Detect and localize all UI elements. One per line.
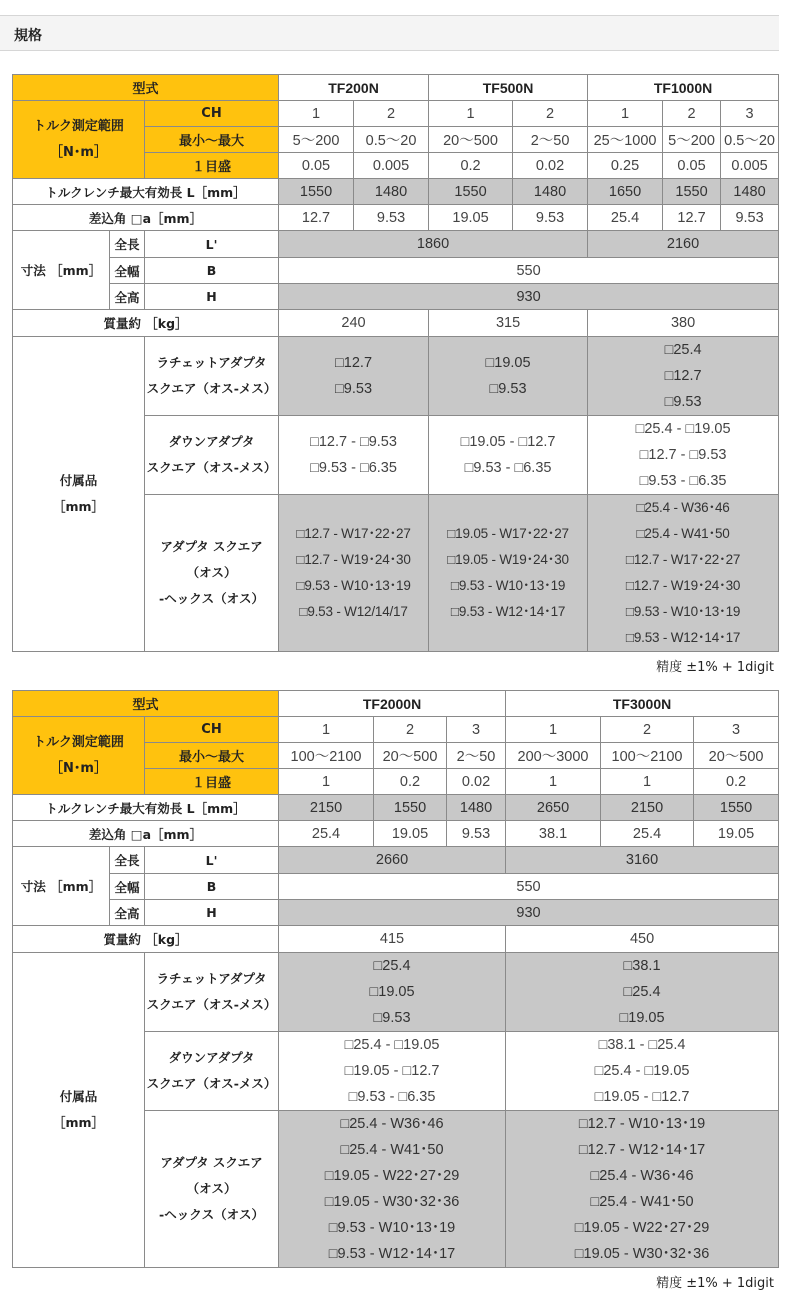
adapter-item: □12.7 - W19･24･30 [296, 552, 411, 567]
wrench-length-cell: 1550 [694, 795, 779, 821]
down-label-1: ダウンアダプタ [168, 434, 255, 449]
ratchet-item: □9.53 [335, 381, 373, 397]
range-cell: 5～200 [663, 127, 721, 153]
ratchet-label-1: ラチェットアダプタ [156, 971, 267, 986]
adapter-item: □9.53 - W12･14･17 [328, 1246, 456, 1262]
torque-range-label [13, 717, 145, 795]
down-item: □9.53 - □6.35 [464, 460, 552, 476]
torque-range-text: トルク測定範囲 [33, 118, 124, 134]
ch-cell: 2 [601, 717, 694, 743]
graduation-cell: 0.02 [447, 769, 506, 795]
adapter-item: □12.7 - W17･22･27 [296, 526, 411, 541]
graduation-cell: 0.005 [721, 153, 779, 179]
length-cell: 2160 [588, 231, 779, 258]
model-name: TF3000N [506, 691, 779, 717]
range-cell: 0.5～20 [354, 127, 429, 153]
ratchet-list [506, 953, 779, 1032]
total-width-label: 全幅 [110, 258, 145, 284]
wrench-length-cell: 2150 [601, 795, 694, 821]
accessories-text: 付属品 [59, 1089, 98, 1104]
min-max-label: 最小～最大 [145, 127, 279, 153]
accessories-unit: ［mm］ [52, 499, 105, 514]
down-item: □19.05 - □12.7 [460, 434, 556, 450]
accessories-unit: ［mm］ [52, 1115, 105, 1130]
model-label: 型式 [13, 691, 279, 717]
total-length-label: 全長 [110, 231, 145, 258]
insert-cell: 9.53 [354, 205, 429, 231]
graduation-cell: 0.005 [354, 153, 429, 179]
section-title: 規格 [14, 28, 42, 44]
length-symbol: L' [145, 847, 279, 874]
insert-angle-label: 差込角 □a［mm］ [13, 821, 279, 847]
wrench-length-cell: 1480 [513, 179, 588, 205]
ratchet-item: □25.4 [373, 958, 411, 974]
adapter-item: □19.05 - W17･22･27 [447, 526, 569, 541]
ratchet-item: □38.1 [623, 958, 661, 974]
down-list [506, 1032, 779, 1111]
range-cell: 25～1000 [588, 127, 663, 153]
range-cell: 100～2100 [601, 743, 694, 769]
ch-cell: 1 [506, 717, 601, 743]
torque-range-unit: ［N･m］ [50, 144, 107, 160]
accessories-text: 付属品 [59, 473, 98, 488]
range-cell: 2～50 [513, 127, 588, 153]
down-item: □12.7 - □9.53 [639, 447, 727, 463]
range-cell: 0.5～20 [721, 127, 779, 153]
hex-adapter-label [145, 1111, 279, 1268]
adapter-list [588, 495, 779, 652]
wrench-length-cell: 1550 [279, 179, 354, 205]
range-cell: 2～50 [447, 743, 506, 769]
down-item: □19.05 - □12.7 [594, 1089, 690, 1105]
down-item: □9.53 - □6.35 [639, 473, 727, 489]
torque-range-unit: ［N･m］ [50, 760, 107, 776]
mass-cell: 415 [279, 926, 506, 953]
range-cell: 200～3000 [506, 743, 601, 769]
insert-cell: 9.53 [721, 205, 779, 231]
ch-cell: 1 [429, 101, 513, 127]
total-width-label: 全幅 [110, 874, 145, 900]
ch-cell: 1 [588, 101, 663, 127]
down-item: □25.4 - □19.05 [594, 1063, 690, 1079]
model-label: 型式 [13, 75, 279, 101]
down-list [279, 416, 429, 495]
torque-range-label [13, 101, 145, 179]
graduation-cell: 0.05 [663, 153, 721, 179]
min-max-label: 最小～最大 [145, 743, 279, 769]
adapter-item: □9.53 - W10･13･19 [296, 578, 411, 593]
graduation-cell: 1 [506, 769, 601, 795]
adapter-item: □25.4 - W41･50 [636, 526, 730, 541]
adapter-item: □25.4 - W36･46 [636, 500, 730, 515]
adapter-label-1: アダプタ スクエア [160, 1155, 263, 1170]
graduation-cell: 0.2 [429, 153, 513, 179]
height-symbol: H [145, 284, 279, 310]
insert-cell: 25.4 [588, 205, 663, 231]
mass-cell: 240 [279, 310, 429, 337]
graduation-cell: 0.05 [279, 153, 354, 179]
wrench-length-label: トルクレンチ最大有効長 L［mm］ [13, 179, 279, 205]
graduation-cell: 1 [601, 769, 694, 795]
ch-cell: 2 [513, 101, 588, 127]
adapter-list [279, 1111, 506, 1268]
ch-cell: 1 [279, 101, 354, 127]
ch-cell: 3 [694, 717, 779, 743]
height-cell: 930 [279, 900, 779, 926]
width-cell: 550 [279, 874, 779, 900]
down-list [588, 416, 779, 495]
adapter-item: □12.7 - W17･22･27 [625, 552, 741, 567]
insert-cell: 9.53 [447, 821, 506, 847]
wrench-length-cell: 2650 [506, 795, 601, 821]
adapter-list [506, 1111, 779, 1268]
ratchet-list [429, 337, 588, 416]
adapter-item: □9.53 - W10･13･19 [328, 1220, 456, 1236]
adapter-label-3: -ヘックス（オス） [159, 591, 264, 606]
down-item: □25.4 - □19.05 [344, 1037, 440, 1053]
ratchet-list [588, 337, 779, 416]
torque-range-text: トルク測定範囲 [33, 734, 124, 750]
model-name: TF1000N [588, 75, 779, 101]
wrench-length-cell: 1480 [447, 795, 506, 821]
insert-cell: 19.05 [429, 205, 513, 231]
ratchet-item: □19.05 [619, 1010, 665, 1026]
dimensions-label: 寸法 ［mm］ [13, 231, 110, 310]
down-adapter-label [145, 416, 279, 495]
ratchet-label-2: スクエア（オス-メス） [146, 997, 277, 1012]
ch-cell: 3 [721, 101, 779, 127]
ch-cell: 2 [374, 717, 447, 743]
down-label-2: スクエア（オス-メス） [146, 1076, 277, 1091]
model-name: TF2000N [279, 691, 506, 717]
adapter-item: □9.53 - W12/14/17 [299, 604, 408, 619]
insert-cell: 19.05 [374, 821, 447, 847]
spec-table-2 [12, 690, 779, 1268]
accessories-label [13, 337, 145, 652]
insert-cell: 38.1 [506, 821, 601, 847]
insert-cell: 25.4 [279, 821, 374, 847]
accuracy-note: 精度 ±1% + 1digit [656, 1276, 774, 1291]
down-list [279, 1032, 506, 1111]
down-item: □9.53 - □6.35 [310, 460, 397, 476]
ratchet-label-1: ラチェットアダプタ [156, 355, 267, 370]
ratchet-adapter-label [145, 953, 279, 1032]
adapter-item: □12.7 - W12･14･17 [578, 1142, 706, 1158]
down-item: □38.1 - □25.4 [598, 1037, 686, 1053]
mass-cell: 315 [429, 310, 588, 337]
wrench-length-cell: 1550 [663, 179, 721, 205]
adapter-item: □9.53 - W12･14･17 [450, 604, 566, 619]
mass-cell: 380 [588, 310, 779, 337]
ch-cell: 2 [354, 101, 429, 127]
adapter-item: □25.4 - W41･50 [340, 1142, 444, 1158]
down-item: □19.05 - □12.7 [344, 1063, 440, 1079]
ratchet-item: □12.7 [664, 368, 702, 384]
wrench-length-cell: 1650 [588, 179, 663, 205]
width-symbol: B [145, 874, 279, 900]
hex-adapter-label [145, 495, 279, 652]
total-height-label: 全高 [110, 284, 145, 310]
spec-table-1 [12, 74, 779, 652]
insert-cell: 12.7 [663, 205, 721, 231]
adapter-item: □19.05 - W19･24･30 [447, 552, 569, 567]
down-label-1: ダウンアダプタ [168, 1050, 255, 1065]
insert-cell: 25.4 [601, 821, 694, 847]
graduation-cell: 1 [279, 769, 374, 795]
ch-cell: 3 [447, 717, 506, 743]
adapter-label-2: （オス） [186, 565, 237, 580]
graduation-cell: 0.2 [694, 769, 779, 795]
down-list [429, 416, 588, 495]
adapter-label-3: -ヘックス（オス） [159, 1207, 264, 1222]
down-item: □9.53 - □6.35 [348, 1089, 436, 1105]
mass-label: 質量約 ［kg］ [13, 926, 279, 953]
range-cell: 20～500 [694, 743, 779, 769]
adapter-item: □19.05 - W30･32･36 [574, 1246, 710, 1262]
ratchet-item: □9.53 [373, 1010, 411, 1026]
adapter-item: □9.53 - W10･13･19 [625, 604, 741, 619]
ch-cell: 1 [279, 717, 374, 743]
ratchet-item: □19.05 [369, 984, 415, 1000]
height-cell: 930 [279, 284, 779, 310]
ch-label: CH [145, 101, 279, 127]
section-header [0, 15, 779, 51]
ratchet-item: □12.7 [335, 355, 373, 371]
ratchet-item: □25.4 [623, 984, 661, 1000]
down-item: □25.4 - □19.05 [635, 421, 731, 437]
length-cell: 2660 [279, 847, 506, 874]
adapter-item: □19.05 - W22･27･29 [324, 1168, 460, 1184]
insert-cell: 19.05 [694, 821, 779, 847]
down-item: □12.7 - □9.53 [310, 434, 397, 450]
accessories-label [13, 953, 145, 1268]
graduation-cell: 0.02 [513, 153, 588, 179]
adapter-item: □25.4 - W36･46 [340, 1116, 444, 1132]
length-cell: 3160 [506, 847, 779, 874]
ratchet-item: □9.53 [664, 394, 702, 410]
down-adapter-label [145, 1032, 279, 1111]
wrench-length-cell: 1480 [721, 179, 779, 205]
wrench-length-cell: 1550 [429, 179, 513, 205]
wrench-length-cell: 1480 [354, 179, 429, 205]
wrench-length-label: トルクレンチ最大有効長 L［mm］ [13, 795, 279, 821]
graduation-label: １目盛 [145, 153, 279, 179]
range-cell: 5～200 [279, 127, 354, 153]
insert-cell: 9.53 [513, 205, 588, 231]
model-name: TF500N [429, 75, 588, 101]
range-cell: 20～500 [374, 743, 447, 769]
adapter-item: □19.05 - W30･32･36 [324, 1194, 460, 1210]
range-cell: 20～500 [429, 127, 513, 153]
wrench-length-cell: 1550 [374, 795, 447, 821]
graduation-cell: 0.2 [374, 769, 447, 795]
graduation-label: １目盛 [145, 769, 279, 795]
ratchet-adapter-label [145, 337, 279, 416]
adapter-item: □12.7 - W19･24･30 [625, 578, 741, 593]
accuracy-note: 精度 ±1% + 1digit [656, 660, 774, 675]
insert-angle-label: 差込角 □a［mm］ [13, 205, 279, 231]
length-cell: 1860 [279, 231, 588, 258]
total-length-label: 全長 [110, 847, 145, 874]
range-cell: 100～2100 [279, 743, 374, 769]
width-symbol: B [145, 258, 279, 284]
model-name: TF200N [279, 75, 429, 101]
adapter-list [279, 495, 429, 652]
ch-label: CH [145, 717, 279, 743]
adapter-item: □19.05 - W22･27･29 [574, 1220, 710, 1236]
ch-cell: 2 [663, 101, 721, 127]
adapter-item: □12.7 - W10･13･19 [578, 1116, 706, 1132]
height-symbol: H [145, 900, 279, 926]
insert-cell: 12.7 [279, 205, 354, 231]
adapter-label-2: （オス） [186, 1181, 237, 1196]
graduation-cell: 0.25 [588, 153, 663, 179]
wrench-length-cell: 2150 [279, 795, 374, 821]
ratchet-list [279, 953, 506, 1032]
dimensions-label: 寸法 ［mm］ [13, 847, 110, 926]
adapter-item: □25.4 - W41･50 [590, 1194, 694, 1210]
down-label-2: スクエア（オス-メス） [146, 460, 277, 475]
ratchet-item: □19.05 [485, 355, 531, 371]
adapter-list [429, 495, 588, 652]
adapter-item: □9.53 - W12･14･17 [625, 630, 741, 645]
ratchet-label-2: スクエア（オス-メス） [146, 381, 277, 396]
ratchet-item: □25.4 [664, 342, 702, 358]
adapter-item: □9.53 - W10･13･19 [450, 578, 566, 593]
adapter-label-1: アダプタ スクエア [160, 539, 263, 554]
ratchet-list [279, 337, 429, 416]
width-cell: 550 [279, 258, 779, 284]
length-symbol: L' [145, 231, 279, 258]
mass-cell: 450 [506, 926, 779, 953]
ratchet-item: □9.53 [489, 381, 527, 397]
mass-label: 質量約 ［kg］ [13, 310, 279, 337]
total-height-label: 全高 [110, 900, 145, 926]
adapter-item: □25.4 - W36･46 [590, 1168, 694, 1184]
